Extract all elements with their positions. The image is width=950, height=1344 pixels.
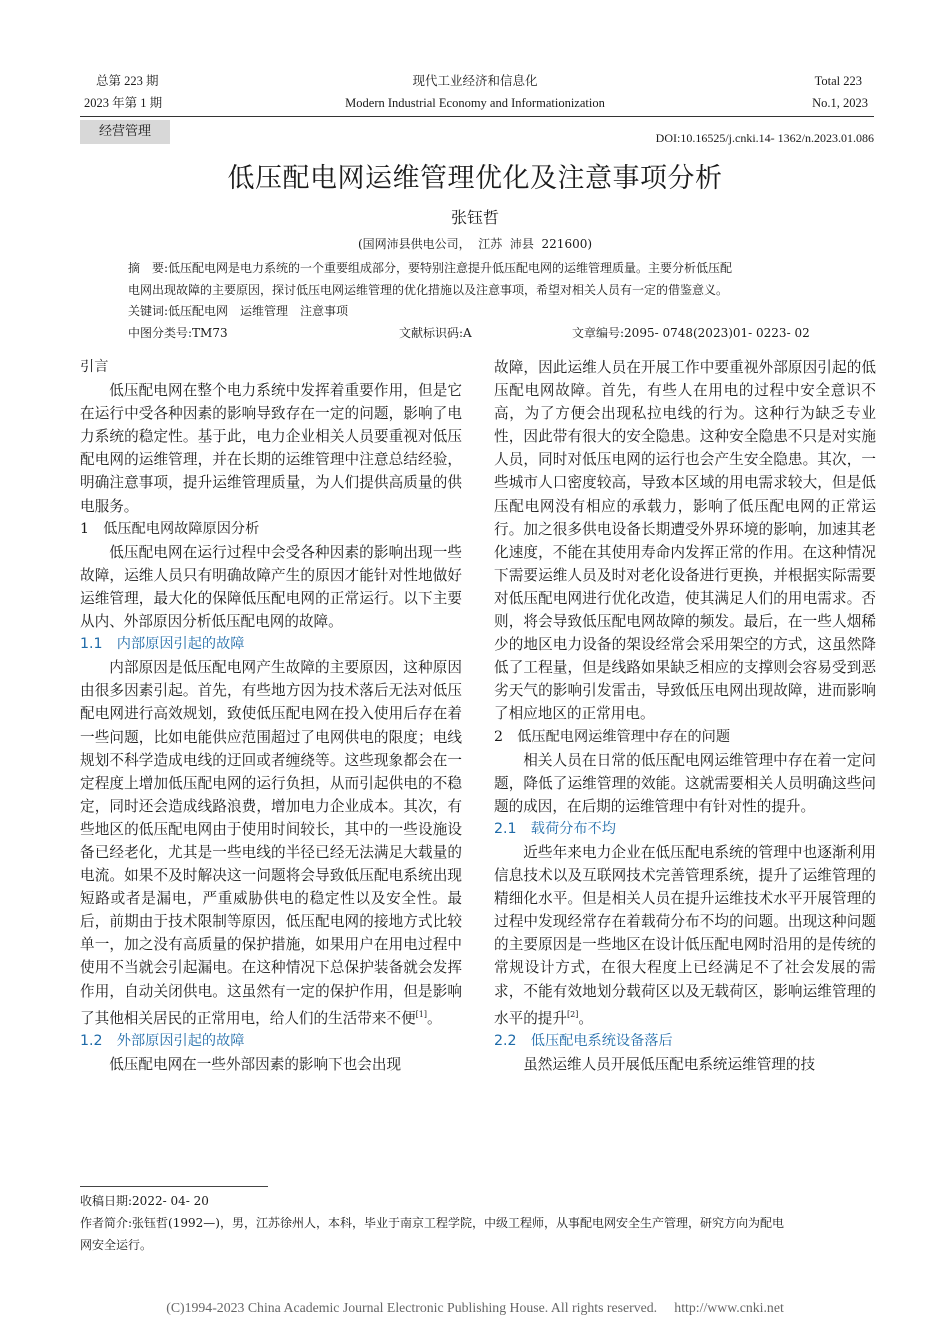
header-issue-year: 2023 年第 1 期 [84,96,163,110]
affiliation: (国网沛县供电公司， 江苏 沛县 221600) [357,237,593,251]
left-column [80,356,462,1076]
section-1-1-paragraph [80,656,462,1029]
clc-number: 中图分类号:TM73 [128,326,228,340]
section-1-1-text: 内部原因是低压配电网产生故障的主要原因，这种原因由很多因素引起。首先，有些地方因为技术落后无法对低压配电网进行高效规划，致使低压配电网在投入使用后存在着一些问题，比如电能供应范围超过了电网供电的限度；电线规划不科学造成电线的迂回或者缠绕等。这些现象都会在一定程度上增加低压配电网的运行负担，从而引起供电的不稳定，同时还会造成线路浪费，增加电力企业成本。其次，有些地区的低压配电网由于使用时间较长，其中的一些设施设备已经老化，尤其是一些电线的半径已经无法满足大载量的电流。如果不及时解决这一问题将会导致低压配电系统出现短路或者是漏电，严重威胁供电的稳定性以及安全性。最后，前期由于技术限制等原因，低压配电网的接地方式比较单一，加之没有高质量的保护措施，如果用户在用电过程中使用不当就会引起漏电。在这种情况下总保护装备就会发挥作用，自动关闭供电。这虽然有一定的保护作用，但是影响了其他相关居民的正常用电，给人们的生活带来不便 [80,659,462,1027]
section-1-paragraph: 低压配电网在运行过程中会受各种因素的影响出现一些故障，运维人员只有明确故障产生的原因才能针对性地做好运维管理，最大化的保障低压配电网的正常运行。以下主要从内、外部原因分析低压配电网的故障。 [80,543,462,631]
header-journal-en: Modern Industrial Economy and Informationization [345,96,605,110]
keywords: 关键词:低压配电网 运维管理 注意事项 [128,304,349,318]
author-bio-line-1: 作者简介:张钰哲(1992—)，男，江苏徐州人，本科，毕业于南京工程学院，中级工程师，从事配电网安全生产管理，研究方向为配电 [80,1216,784,1230]
citation-1: [1] [415,1009,428,1019]
intro-heading: 引言 [80,359,109,375]
section-1-heading [80,518,462,541]
section-2-2-paragraph: 虽然运维人员开展低压配电系统运维管理的技 [523,1055,816,1073]
abstract-line-2: 电网出现故障的主要原因，探讨低压电网运维管理的优化措施以及注意事项，希望对相关人员有一定的借鉴意义。 [128,283,729,297]
author-bio-line-2: 网安全运行。 [80,1238,153,1252]
received-date: 收稿日期:2022- 04- 20 [80,1194,209,1208]
copyright-footer: (C)1994-2023 China Academic Journal Electronic Publishing House. All rights reserved. http://www.cnki.net [166,1300,784,1315]
article-number: 文章编号:2095- 0748(2023)01- 0223- 02 [572,326,810,340]
section-2-heading: 2 低压配电网运维管理中存在的问题 [494,728,731,745]
article-title: 低压配电网运维管理优化及注意事项分析 [227,163,723,194]
doi: DOI:10.16525/j.cnki.14- 1362/n.2023.01.086 [655,131,874,145]
section-1-1-tail: 。 [427,1009,442,1027]
section-1-heading-text: 1 低压配电网故障原因分析 [80,520,260,537]
section-1-2-paragraph: 低压配电网在一些外部因素的影响下也会出现 [109,1055,402,1073]
abstract-line-1 [128,258,732,278]
author: 张钰哲 [450,208,499,227]
footnote-rule [80,1186,268,1187]
header-number-en: No.1, 2023 [812,96,868,110]
section-2-1-paragraph [494,841,876,1030]
header-issue-total: 总第 223 期 [96,74,159,88]
section-1-2-heading: 1.2 外部原因引起的故障 [80,1032,245,1049]
section-2-1-heading: 2.1 载荷分布不均 [494,820,616,837]
right-column [494,356,876,1076]
citation-2: [2] [566,1009,579,1019]
header-total-en: Total 223 [814,74,862,88]
section-1-1-heading: 1.1 内部原因引起的故障 [80,636,245,653]
abstract-label: 摘 要: [128,261,169,275]
intro-paragraph: 低压配电网在整个电力系统中发挥着重要作用，但是它在运行中受各种因素的影响导致存在一定的问题，影响了电力系统的稳定性。基于此，电力企业相关人员要重视对低压配电网的运维管理，并在长期的运维管理中注意总结经验，明确注意事项，提升运维管理质量，为人们提供高质量的供电服务。 [80,382,462,515]
section-2-paragraph: 相关人员在日常的低压配电网运维管理中存在着一定问题，降低了运维管理的效能。这就需要相关人员明确这些问题的成因，在后期的运维管理中有针对性的提升。 [494,751,876,815]
section-tag: 经营管理 [80,120,170,144]
section-2-2-heading: 2.2 低压配电系统设备落后 [494,1032,673,1049]
abstract-text-1: 低压配电网是电力系统的一个重要组成部分，要特别注意提升低压配电网的运维管理质量。主要分析低压配 [168,261,733,275]
section-2-1-tail: 。 [578,1009,593,1027]
header-rule [80,116,874,117]
section-2-1-text: 近些年来电力企业在低压配电系统的管理中也逐渐利用信息技术以及互联网技术完善管理系统，提升了运维管理的精细化水平。但是相关人员在提升运维技术水平开展管理的过程中发现经常存在着载荷分布不均的问题。出现这种问题的主要原因是一些地区在设计低压配电网时沿用的是传统的常规设计方式，在很大程度上已经满足不了社会发展的需求，不能有效地划分载荷区以及无载荷区，影响运维管理的水平的提升 [494,843,876,1027]
document-code: 文献标识码:A [399,326,472,340]
header-journal-cn: 现代工业经济和信息化 [412,74,538,88]
section-1-2-continued: 故障，因此运维人员在开展工作中要重视外部原因引起的低压配电网故障。首先，有些人在用电的过程中安全意识不高，为了方便会出现私拉电线的行为。这种行为缺乏专业性，因此带有很大的安全隐患。这种安全隐患不只是对实施人员，同时对低压电网的运行也会产生安全隐患。其次，一些城市人口密度较高，导致本区域的用电需求较大，但是低压配电网没有相应的承载力，影响了低压配电网的正常运行。加之很多供电设备长期遭受外界环境的影响，加速其老化速度，不能在其使用寿命内发挥正常的作用。在这种情况下需要运维人员及时对老化设备进行更换，并根据实际需要对低压配电网进行优化改造，使其满足人们的用电需求。否则，将会导致低压配电网故障的频发。最后，在一些人烟稀少的地区电力设备的架设经常会采用架空的方式，这虽然降低了工程量，但是线路如果缺乏相应的支撑则会容易受到恶劣天气的影响引发雷击，导致低压电网出现故障，进而影响了相应地区的正常用电。 [494,359,876,723]
